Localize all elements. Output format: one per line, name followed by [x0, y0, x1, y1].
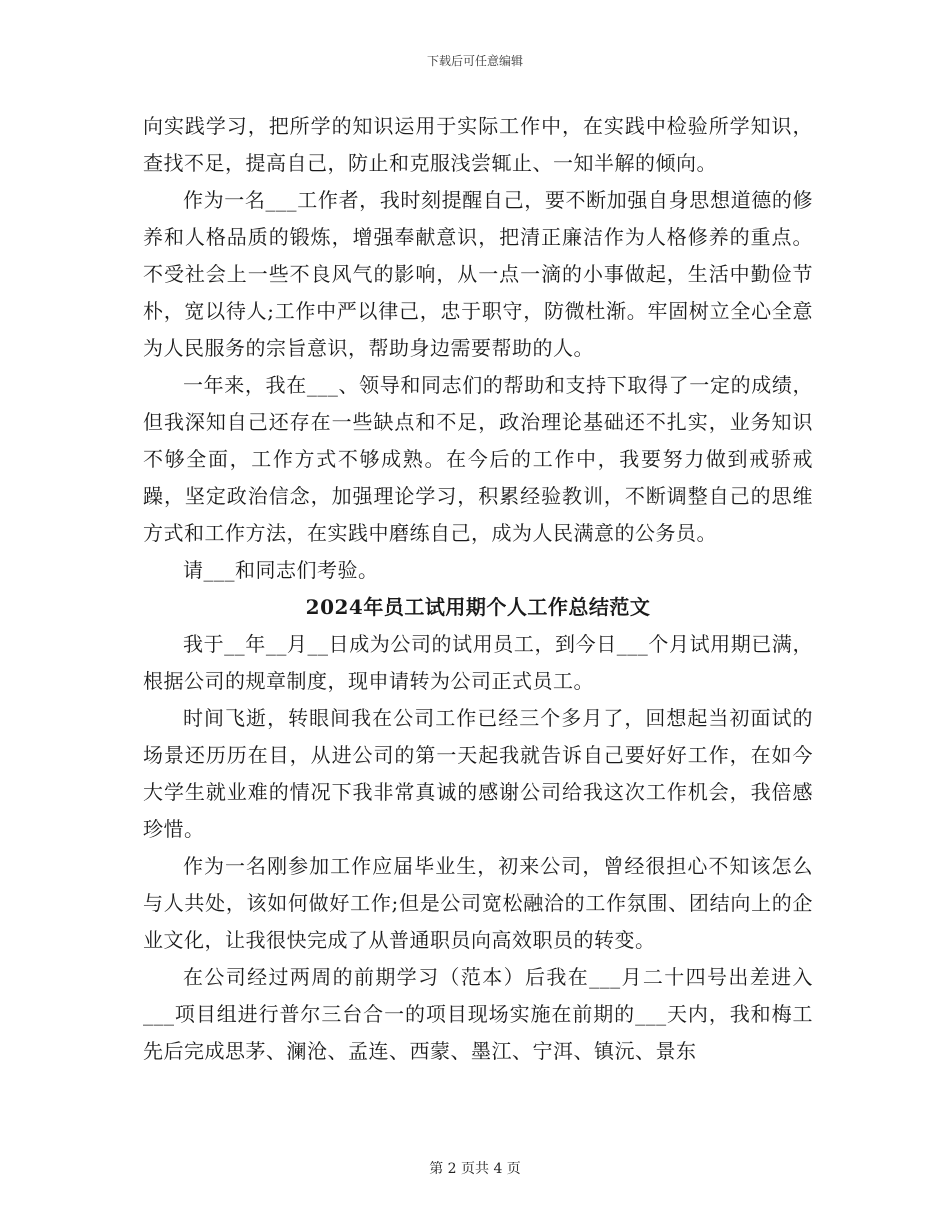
page-header: 下载后可任意编辑 — [426, 54, 523, 68]
paragraph: 请___和同志们考验。 — [183, 558, 379, 582]
paragraph: 时间飞逝，转眼间我在公司工作已经三个多月了，回想起当初面试的场景还历历在目，从进公司的第一天起我就告诉自己要好好工作，在如今大学生就业难的情况下我非常真诚的感谢公司给我这次工作机会，我倍感珍惜。 — [143, 706, 813, 841]
paragraph: 作为一名刚参加工作应届毕业生，初来公司，曾经很担心不知该怎么与人共处，该如何做好工作;但是公司宽松融洽的工作氛围、团结向上的企业文化，让我很快完成了从普通职员向高效职员的转变。 — [143, 854, 813, 952]
paragraph-continuation: 向实践学习，把所学的知识运用于实际工作中，在实践中检验所学知识，查找不足，提高自己，防止和克服浅尝辄止、一知半解的倾向。 — [143, 114, 813, 175]
section-title: 2024年员工试用期个人工作总结范文 — [305, 595, 651, 619]
document-body — [143, 108, 813, 1070]
paragraph: 我于__年__月__日成为公司的试用员工，到今日___个月试用期已满，根据公司的规章制度，现申请转为公司正式员工。 — [143, 632, 813, 693]
page-footer: 第 2 页共 4 页 — [429, 1161, 521, 1177]
paragraph: 作为一名___工作者，我时刻提醒自己，要不断加强自身思想道德的修养和人格品质的锻炼，增强奉献意识，把清正廉洁作为人格修养的重点。不受社会上一些不良风气的影响，从一点一滴的小事做起，生活中勤俭节朴，宽以待人;工作中严以律己，忠于职守，防微杜渐。牢固树立全心全意为人民服务的宗旨意识，帮助身边需要帮助的人。 — [143, 188, 813, 360]
paragraph: 在公司经过两周的前期学习（范本）后我在___月二十四号出差进入___项目组进行普尔三台合一的项目现场实施在前期的___天内，我和梅工先后完成思茅、澜沧、孟连、西蒙、墨江、宁洱、镇沅、景东 — [143, 965, 813, 1063]
paragraph: 一年来，我在___、领导和同志们的帮助和支持下取得了一定的成绩，但我深知自己还存在一些缺点和不足，政治理论基础还不扎实，业务知识不够全面，工作方式不够成熟。在今后的工作中，我要努力做到戒骄戒躁，坚定政治信念，加强理论学习，积累经验教训，不断调整自己的思维方式和工作方法，在实践中磨练自己，成为人民满意的公务员。 — [143, 373, 813, 545]
